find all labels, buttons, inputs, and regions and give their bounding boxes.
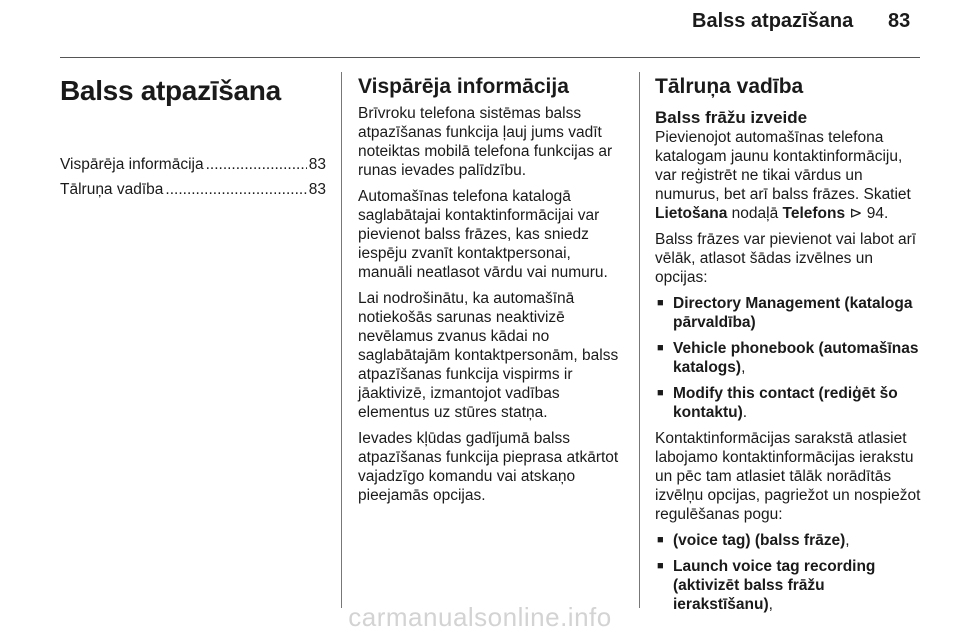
phone-control-column [655,62,923,621]
bullet-square-icon: ■ [657,560,664,572]
menu-option-label: Modify this contact (rediģēt šo kontaktu) [673,385,898,421]
paragraph: Lai nodrošinātu, ka automašīnā notiekošās sarunas neaktivizē nevēlamus zvanus kādai no saglabātajām kontaktpersonām, balss atpazīšanas funkcija vispirms ir jāaktivizē, izmantojot vadības elementus uz stūres statņa. [358,290,619,421]
toc-entry[interactable] [60,155,326,174]
bullet-square-icon: ■ [657,342,664,354]
subsection-title: Balss frāžu izveide [655,108,808,127]
column-divider-right [639,72,640,608]
toc-entry-label: Tālruņa vadība [60,181,164,198]
toc-entry-label: Vispārēja informācija [60,156,204,173]
toc-leader-dots [206,155,307,174]
menu-option-item [655,384,923,422]
general-info-column [358,62,626,512]
menu-option-label: Directory Management (kataloga pārvaldība) [673,295,913,331]
paragraph: Kontaktinformācijas sarakstā atlasiet labojamo kontaktinformācijas ierakstu un pēc tam atlasiet tālāk norādītās izvēlņu opcijas, pagriežot un nospiežot regulēšanas pogu: [655,430,921,523]
punctuation: , [768,596,773,613]
punctuation: , [741,359,746,376]
menu-option-item [655,531,923,550]
paragraph: Brīvroku telefona sistēmas balss atpazīšanas funkcija ļauj jums vadīt noteiktas mobilā telefona funkcijas ar runas ievades palīdzību. [358,105,613,179]
header-rule [60,57,920,58]
column-divider-left [341,72,342,608]
bullet-square-icon: ■ [657,534,664,546]
paragraph: Balss frāzes var pievienot vai labot arī vēlāk, atlasot šādas izvēlnes un opcijas: [655,231,917,286]
paragraph: Automašīnas telefona katalogā saglabātajai kontaktinformācijai var pievienot balss frāzes, kas sniedz iespēju zvanīt kontaktpersonai, manuāli neatlasot vārdu vai numuru. [358,188,608,281]
menu-option-label: Launch voice tag recording (aktivizēt balss frāžu ierakstīšanu) [673,558,876,613]
menu-option-label: Vehicle phonebook (automašīnas katalogs) [673,340,919,376]
punctuation: , [845,532,850,549]
page-number: 83 [888,10,911,32]
menu-option-label: (voice tag) (balss frāze) [673,532,846,549]
section-title: Tālruņa vadība [655,75,804,98]
paragraph-text: nodaļā [727,205,783,222]
paragraph-text: Pievienojot automašīnas telefona katalogam jaunu kontaktinformāciju, var reģistrēt ne tikai vārdus un numurus, bet arī balss frāzes. Skatiet [655,129,911,203]
menu-option-item [655,339,923,377]
paragraph [655,128,923,223]
page-reference[interactable]: ⊳ 94. [845,205,889,222]
cross-reference-section: Lietošana [655,205,728,222]
toc-entry-page: 83 [308,181,326,198]
paragraph: Ievades kļūdas gadījumā balss atpazīšanas funkcija pieprasa atkārtot vajadzīgo komandu vai atskaņo pieejamās opcijas. [358,430,619,504]
bullet-square-icon: ■ [657,387,664,399]
cross-reference-chapter: Telefons [782,205,846,222]
toc-column [60,62,326,205]
punctuation: . [742,404,748,421]
toc-leader-dots [165,180,306,199]
toc-entry[interactable] [60,180,326,199]
toc-entry-page: 83 [308,156,326,173]
watermark: carmanualsonline.info [348,602,612,632]
bullet-square-icon: ■ [657,297,664,309]
page-header-title: Balss atpazīšana [692,10,854,32]
chapter-title: Balss atpazīšana [60,75,281,106]
section-title: Vispārēja informācija [358,75,569,98]
menu-option-item [655,294,923,332]
